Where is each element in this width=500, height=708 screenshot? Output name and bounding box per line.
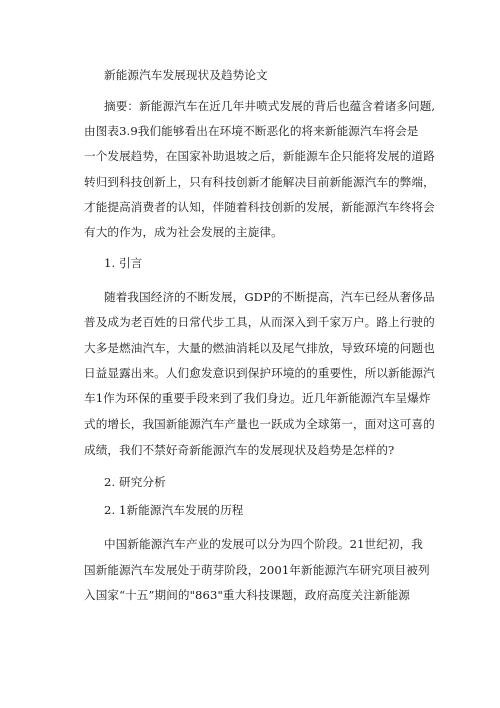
abstract-line: 有大的作为，成为社会发展的主旋律。 — [84, 225, 283, 239]
intro-line: 成绩，我们不禁好奇新能源汽车的发展现状及趋势是怎样的? — [84, 443, 395, 457]
intro-line: 随着我国经济的不断发展，GDP的不断提高，汽车已经从奢侈品 — [104, 290, 435, 304]
intro-line: 车1作为环保的重要手段来到了我们身边。近几年新能源汽车呈爆炸 — [84, 391, 431, 405]
abstract-line: 摘要：新能源汽车在近几年井喷式发展的背后也蕴含着诸多问题, — [104, 99, 436, 113]
history-line: 国新能源汽车发展处于萌芽阶段，2001年新能源汽车研究项目被列 — [84, 563, 430, 577]
section-heading-introduction: 1. 引言 — [104, 256, 143, 270]
subsection-heading-history: 2. 1新能源汽车发展的历程 — [104, 503, 244, 517]
abstract-line: 才能提高消费者的认知，伴随着科技创新的发展，新能源汽车终将会 — [84, 200, 435, 214]
history-line: 入国家“十五”期间的"863"重大科技课题，政府高度关注新能源 — [84, 588, 410, 602]
intro-line: 式的增长，我国新能源汽车产量也一跃成为全球第一，面对这可喜的 — [84, 417, 435, 431]
section-heading-analysis: 2. 研究分析 — [104, 475, 166, 489]
abstract-line: 转归到科技创新上，只有科技创新才能解决目前新能源汽车的弊端， — [84, 175, 435, 189]
intro-line: 大多是燃油汽车，大量的燃油消耗以及尾气排放，导致环境的问题也 — [84, 341, 435, 355]
history-line: 中国新能源汽车产业的发展可以分为四个阶段。21世纪初，我 — [104, 537, 423, 551]
intro-line: 日益显露出来。人们愈发意识到保护环境的的重要性，所以新能源汽 — [84, 366, 435, 380]
abstract-line: 一个发展趋势，在国家补助退坡之后，新能源车企只能将发展的道路 — [84, 149, 435, 163]
intro-line: 普及成为老百姓的日常代步工具，从而深入到千家万户。路上行驶的 — [84, 315, 435, 329]
document-title: 新能源汽车发展现状及趋势论文 — [104, 68, 268, 82]
abstract-line: 由图表3.9我们能够看出在环境不断恶化的将来新能源汽车将会是 — [84, 124, 419, 138]
